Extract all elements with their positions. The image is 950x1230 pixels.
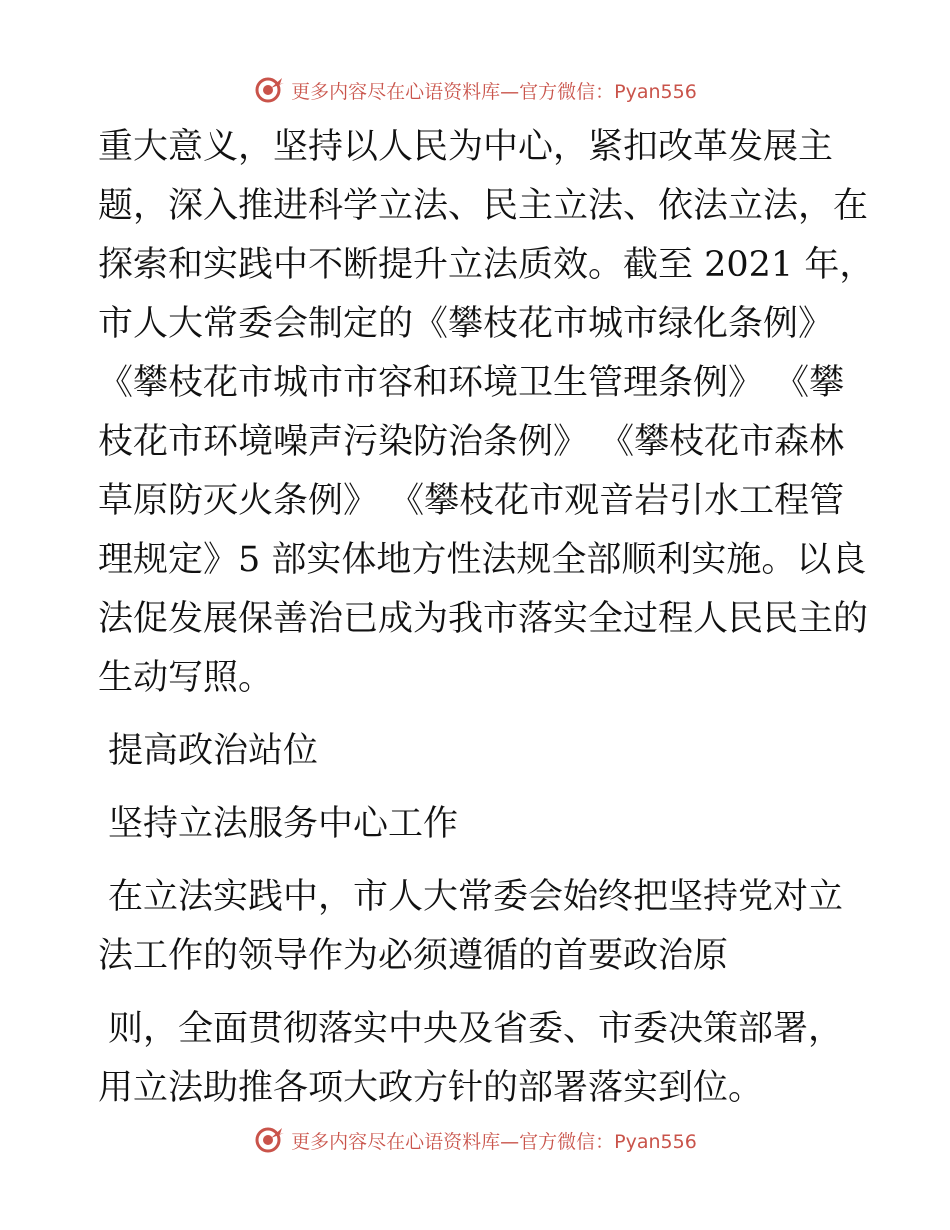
text-line: 市人大常委会制定的《攀枝花市城市绿化条例》 [98,304,834,344]
paragraph-implementation [98,1000,858,1118]
header-watermark-banner [0,70,950,110]
text-line: 重大意义，坚持以人民为中心，紧扣改革发展主 [98,127,834,167]
text-line: 草原防灭火条例》 《攀枝花市观音岩引水工程管 [98,481,845,521]
text-line: 法工作的领导作为必须遵循的首要政治原 [98,936,729,976]
text-line: 理规定》5 部实体地方性法规全部顺利实施。以良 [98,540,867,580]
text-line: 用立法助推各项大政方针的部署落实到位。 [98,1068,764,1108]
brand-logo-icon [253,1124,285,1156]
section-heading: 提高政治站位 [108,731,319,771]
banner-text: 更多内容尽在心语资料库—官方微信：Pyan556 [291,80,697,103]
text-line: 《攀枝花市城市市容和环境卫生管理条例》 《攀 [98,363,845,403]
text-line: 则，全面贯彻落实中央及省委、市委决策部署， [108,1009,844,1049]
brand-logo-icon [253,74,285,106]
text-line: 在立法实践中，市人大常委会始终把坚持党对立 [108,877,844,917]
section-heading: 坚持立法服务中心工作 [108,804,459,844]
text-line: 生动写照。 [98,658,274,698]
document-body [98,118,875,1118]
text-line: 枝花市环境噪声污染防治条例》 《攀枝花市森林 [98,422,845,462]
text-line: 法促发展保善治已成为我市落实全过程人民民主的 [98,599,869,639]
banner-text: 更多内容尽在心语资料库—官方微信：Pyan556 [291,1130,697,1153]
paragraph-legislation-summary [98,118,875,708]
footer-watermark-banner [0,1120,950,1160]
paragraph-party-leadership [98,868,858,986]
text-line: 探索和实践中不断提升立法质效。截至 2021 年， [98,245,875,285]
text-line: 题，深入推进科学立法、民主立法、依法立法，在 [98,186,869,226]
